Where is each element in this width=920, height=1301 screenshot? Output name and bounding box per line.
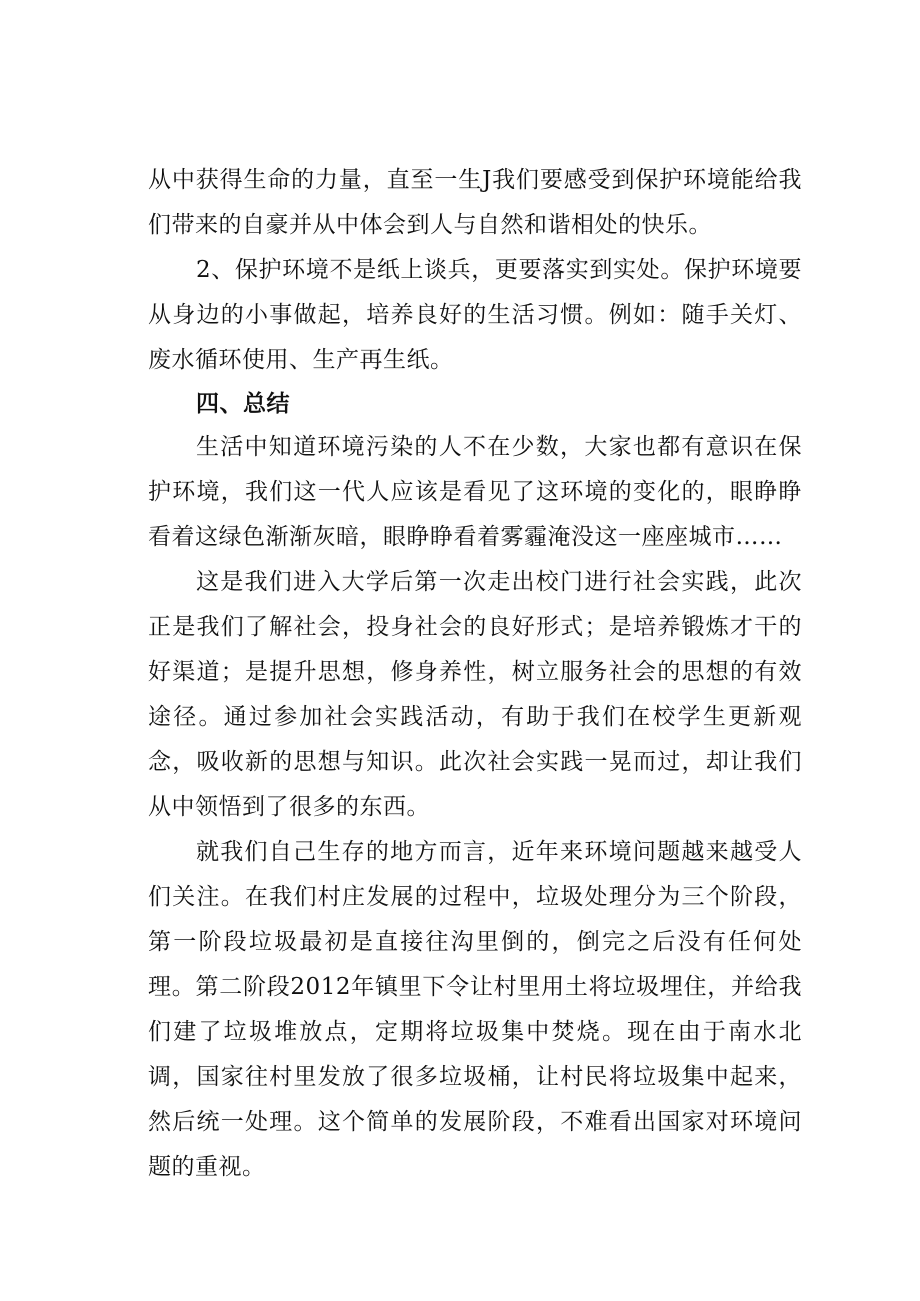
summary-paragraph-2: 这是我们进入大学后第一次走出校门进行社会实践，此次正是我们了解社会，投身社会的良好形式；是培养锻炼才干的好渠道；是提升思想，修身养性，树立服务社会的思想的有效途径。通过参加社会实践活动，有助于我们在校学生更新观念，吸收新的思想与知识。此次社会实践一晃而过，却让我们从中领悟到了很多的东西。: [148, 569, 802, 820]
point-2-paragraph: 2、保护环境不是纸上谈兵，更要落实到实处。保护环境要从身边的小事做起，培养良好的生活习惯。例如：随手关灯、废水循环使用、生产再生纸。: [148, 257, 802, 373]
section-heading: 四、总结: [196, 391, 290, 417]
summary-paragraph-1: 生活中知道环境污染的人不在少数，大家也都有意识在保护环境，我们这一代人应该是看见了这环境的变化的，眼睁睁看着这绿色渐渐灰暗，眼睁睁看着雾霾淹没这一座座城市……: [148, 434, 802, 550]
summary-paragraph-3: 就我们自己生存的地方而言，近年来环境问题越来越受人们关注。在我们村庄发展的过程中，垃圾处理分为三个阶段，第一阶段垃圾最初是直接往沟里倒的，倒完之后没有任何处理。第二阶段2012年镇里下令让村里用土将垃圾埋住，并给我们建了垃圾堆放点，定期将垃圾集中焚烧。现在由于南水北调，国家往村里发放了很多垃圾桶，让村民将垃圾集中起来，然后统一处理。这个简单的发展阶段，不难看出国家对环境问题的重视。: [148, 839, 802, 1180]
document-body: [148, 158, 802, 1190]
continuation-paragraph: 从中获得生命的力量，直至一生J我们要感受到保护环境能给我们带来的自豪并从中体会到人与自然和谐相处的快乐。: [148, 167, 802, 238]
